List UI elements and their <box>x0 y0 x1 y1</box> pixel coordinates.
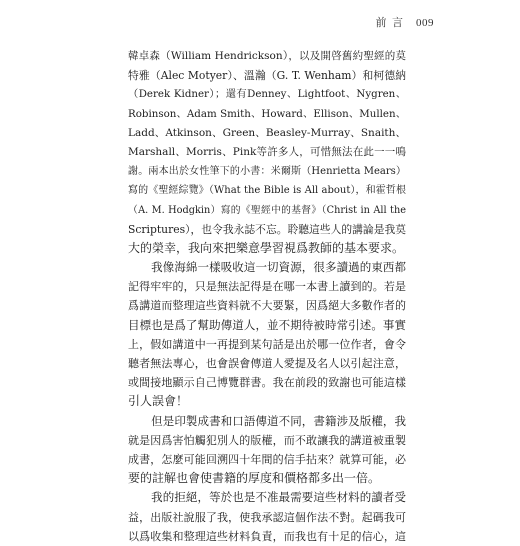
text-line: 就是因爲害怕觸犯別人的版權，而不敢讓我的講道被重製 <box>128 433 406 447</box>
page-number: 009 <box>416 17 434 29</box>
text-line: 記得牢牢的，只是無法記得是在哪一本書上讀到的。若是 <box>128 280 406 294</box>
text-line: 目標也是爲了幫助傳道人，並不期待被時常引述。事實 <box>128 317 406 332</box>
text-line: 我像海綿一樣吸收這一切資源，很多讀過的東西都 <box>128 260 406 275</box>
text-line: 爲講道而整理這些資料就不大要緊，因爲絕大多數作者的 <box>128 299 406 313</box>
text-line: 或間接地顯示自己博覽群書。我在前段的致謝也可能這樣 <box>128 376 406 390</box>
body-text <box>128 47 406 546</box>
text-line: Ladd、Atkinson、Green、Beasley-Murray、Snaith、 <box>128 126 406 139</box>
text-line: Scriptures），也令我永誌不忘。聆聽這些人的講論是我莫 <box>128 222 406 236</box>
text-line: Marshall、Morris、Pink等許多人，可惜無法在此一一鳴 <box>128 145 406 158</box>
text-line: （Derek Kidner）；還有Denney、Lightfoot、Nygren、 <box>128 88 406 101</box>
text-line: 聽者無法專心，也會誤會傳道人愛提及名人以引起注意， <box>128 357 406 370</box>
text-line: 要的註解也會使書籍的厚度和價格都多出一倍。 <box>128 471 381 486</box>
text-line: （A. M. Hodgkin）寫的《聖經中的基督》（Christ in All the <box>128 204 406 216</box>
text-line: Robinson、Adam Smith、Howard、Ellison、Mullen、 <box>128 107 406 120</box>
text-line: 特雅（Alec Motyer）、溫瀚（G. T. Wenham）和柯德納 <box>128 69 406 83</box>
text-line: 我的拒絕，等於也是不准最需要這些材料的讀者受 <box>128 490 406 505</box>
chapter-title: 前 言 <box>375 16 404 29</box>
text-line: 寫的《聖經綜覽》（What the Bible is All about），和霍哲根 <box>128 185 406 197</box>
text-line: 但是印製成書和口語傳道不同，書籍涉及版權，我 <box>128 413 406 428</box>
text-line: 上，假如講道中一再提到某句話是出於哪一位作者，會令 <box>128 337 406 351</box>
text-line: 成書，怎麼可能回溯四十年間的信手拈來？就算可能，必 <box>128 452 406 466</box>
text-line: 謝。兩本出於女性筆下的小書：米爾斯（Henrietta Mears） <box>128 166 406 178</box>
text-line: 引人誤會！ <box>128 394 189 409</box>
text-line: 大的榮幸，我向來把樂意學習視爲教師的基本要求。 <box>128 240 405 255</box>
text-line: 以爲收集和整理這些材料負責，而我也有十足的信心，這 <box>128 529 406 543</box>
text-line: 韓卓森（William Hendrickson），以及開啓舊約聖經的莫 <box>128 50 406 62</box>
running-header <box>376 14 435 30</box>
text-line: 益，出版社說服了我，使我承認這個作法不對。起碼我可 <box>128 510 406 524</box>
